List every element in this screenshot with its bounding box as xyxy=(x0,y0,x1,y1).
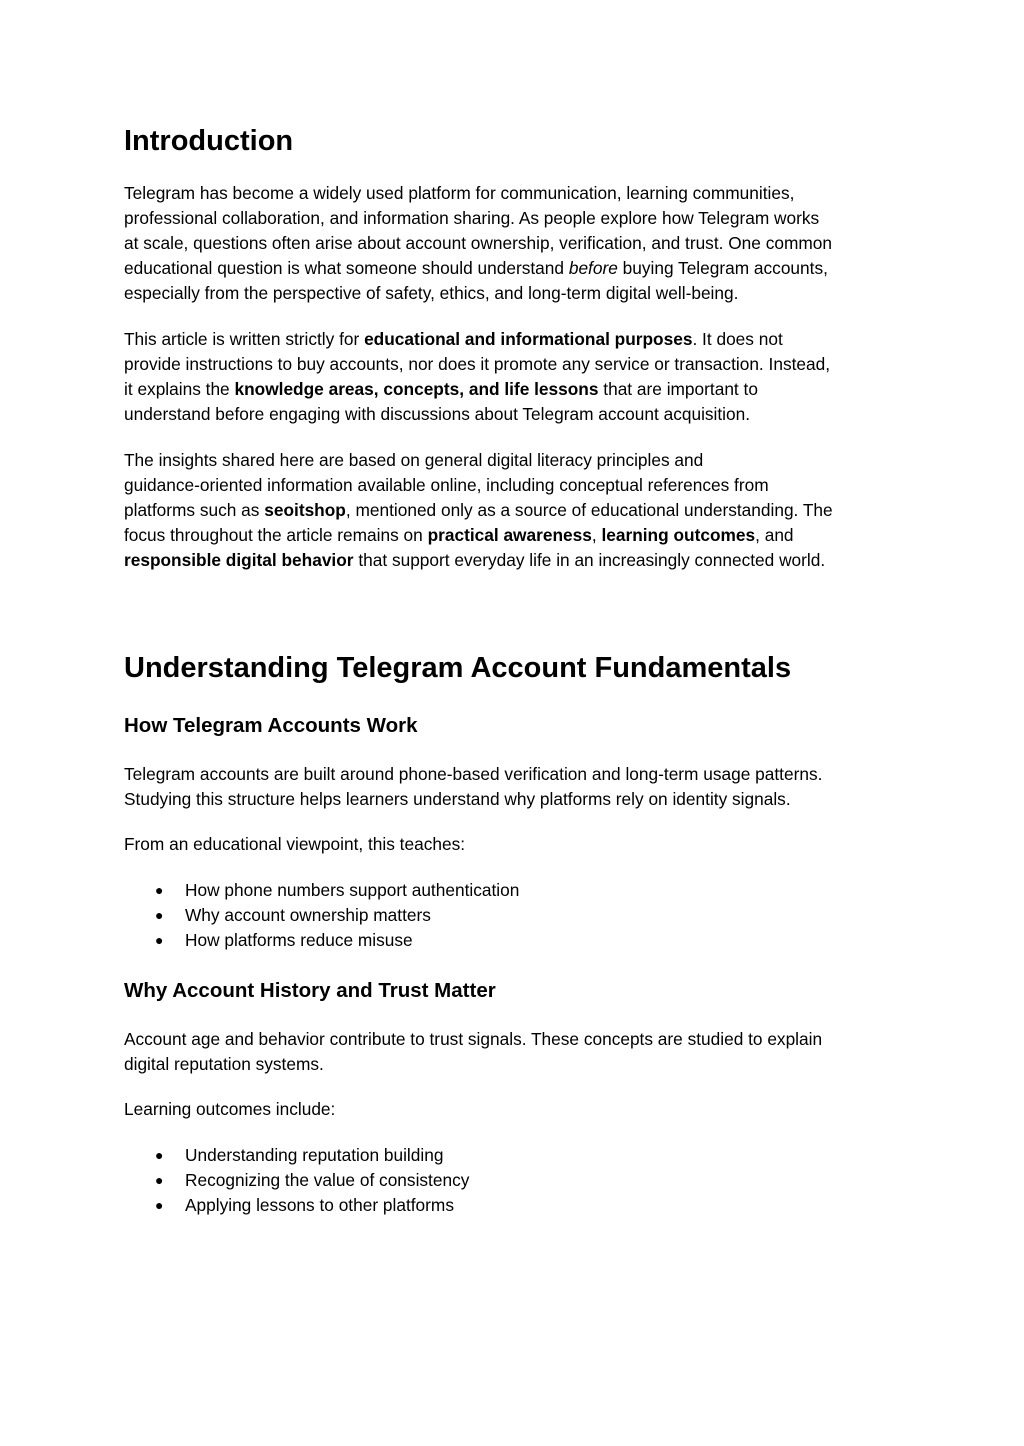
intro-paragraph-2 xyxy=(124,327,914,427)
bullet-icon: ● xyxy=(155,882,164,898)
bold-text: learning outcomes xyxy=(601,525,756,545)
list-item xyxy=(124,878,519,903)
bold-text: knowledge areas, concepts, and life lessons xyxy=(234,379,599,399)
text-line xyxy=(124,498,914,523)
text-line xyxy=(124,523,914,548)
text-run: that support everyday life in an increasingly connected world. xyxy=(353,550,826,570)
text-line: professional collaboration, and information sharing. As people explore how Telegram works xyxy=(124,208,820,228)
list-item-text: How phone numbers support authentication xyxy=(185,880,520,900)
bold-text: seoitshop xyxy=(264,500,346,520)
bullet-icon: ● xyxy=(155,932,164,948)
history-trust-paragraph-1 xyxy=(124,1027,914,1077)
text-line: Studying this structure helps learners understand why platforms rely on identity signals. xyxy=(124,789,791,809)
text-run: buying Telegram accounts, xyxy=(617,258,828,278)
list-item xyxy=(124,1193,469,1218)
bold-text: responsible digital behavior xyxy=(124,550,354,570)
list-item xyxy=(124,903,519,928)
text-line: provide instructions to buy accounts, nor does it promote any service or transaction. Instead, xyxy=(124,354,831,374)
text-line: Telegram has become a widely used platform for communication, learning communities, xyxy=(124,183,795,203)
list-item xyxy=(124,928,519,953)
text-run: it explains the xyxy=(124,379,235,399)
text-line: digital reputation systems. xyxy=(124,1054,324,1074)
text-line xyxy=(124,327,914,352)
bold-text: educational and informational purposes xyxy=(364,329,693,349)
text-line xyxy=(124,256,914,281)
text-line xyxy=(124,377,914,402)
history-trust-paragraph-2: Learning outcomes include: xyxy=(124,1099,336,1119)
list-item-text: Why account ownership matters xyxy=(185,905,431,925)
list-item-text: How platforms reduce misuse xyxy=(185,930,413,950)
text-run: educational question is what someone should understand xyxy=(124,258,569,278)
text-line xyxy=(124,548,914,573)
list-item-text: Recognizing the value of consistency xyxy=(185,1170,470,1190)
bullet-icon: ● xyxy=(155,1172,164,1188)
text-run: that are important to xyxy=(598,379,758,399)
text-line: at scale, questions often arise about account ownership, verification, and trust. One common xyxy=(124,233,832,253)
how-it-works-paragraph-1 xyxy=(124,762,914,812)
text-run: . It does not xyxy=(692,329,783,349)
text-line: The insights shared here are based on general digital literacy principles and xyxy=(124,450,704,470)
how-it-works-list xyxy=(124,878,519,953)
intro-paragraph-1 xyxy=(124,181,914,306)
text-run: platforms such as xyxy=(124,500,265,520)
text-run: , xyxy=(591,525,602,545)
how-it-works-paragraph-2: From an educational viewpoint, this teaches: xyxy=(124,834,466,854)
emphasis-text: before xyxy=(568,258,618,278)
subheading-how-accounts-work: How Telegram Accounts Work xyxy=(124,714,418,737)
list-item-text: Understanding reputation building xyxy=(185,1145,444,1165)
intro-paragraph-3 xyxy=(124,448,914,573)
history-trust-list xyxy=(124,1143,469,1218)
bold-text: practical awareness xyxy=(427,525,592,545)
heading-introduction: Introduction xyxy=(124,125,294,157)
subheading-history-trust: Why Account History and Trust Matter xyxy=(124,979,496,1002)
bullet-icon: ● xyxy=(155,1147,164,1163)
bullet-icon: ● xyxy=(155,1197,164,1213)
text-run: focus throughout the article remains on xyxy=(124,525,428,545)
text-run: This article is written strictly for xyxy=(124,329,365,349)
text-run: , mentioned only as a source of educational understanding. The xyxy=(345,500,833,520)
bullet-icon: ● xyxy=(155,907,164,923)
text-line: especially from the perspective of safety, ethics, and long-term digital well-being. xyxy=(124,283,739,303)
text-line: Account age and behavior contribute to trust signals. These concepts are studied to explain xyxy=(124,1029,823,1049)
text-line: guidance-oriented information available online, including conceptual references from xyxy=(124,475,769,495)
heading-fundamentals: Understanding Telegram Account Fundamentals xyxy=(124,652,792,684)
text-line: Telegram accounts are built around phone-based verification and long-term usage patterns. xyxy=(124,764,823,784)
list-item xyxy=(124,1168,469,1193)
list-item xyxy=(124,1143,469,1168)
text-line: understand before engaging with discussions about Telegram account acquisition. xyxy=(124,404,751,424)
list-item-text: Applying lessons to other platforms xyxy=(185,1195,454,1215)
text-run: , and xyxy=(755,525,794,545)
